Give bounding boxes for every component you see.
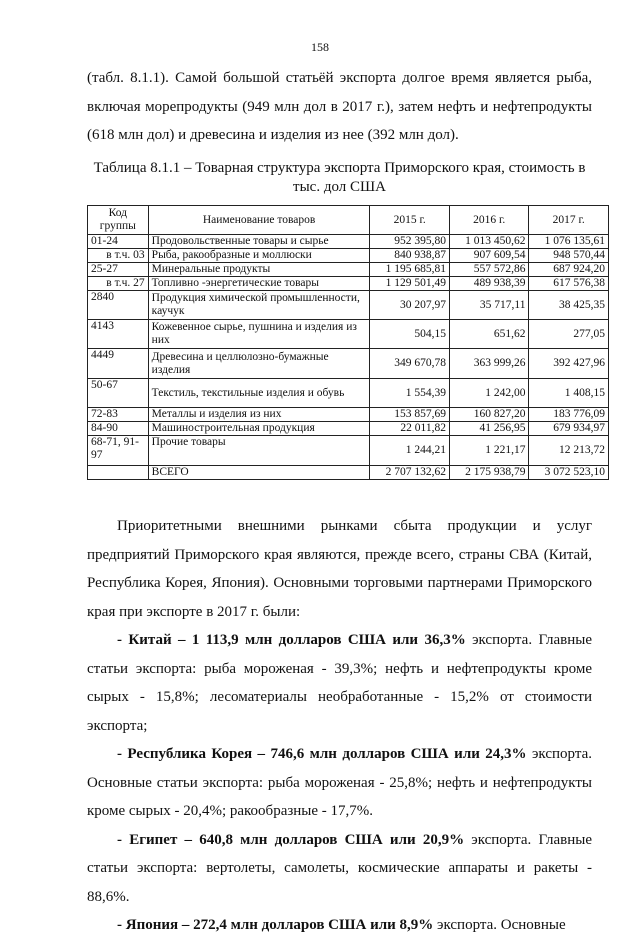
partner-korea [87,740,592,826]
cell-name: Текстиль, текстильные изделия и обувь [148,379,370,408]
cell-name: Минеральные продукты [148,263,370,277]
cell-name: Машиностроительная продукция [148,422,370,436]
cell-name: Топливно -энергетические товары [148,277,370,291]
cell-code [88,466,149,480]
cell-code: 68-71, 91-97 [88,436,149,466]
page-number: 158 [311,40,329,54]
table-total-row [88,466,609,480]
cell-name: Прочие товары [148,436,370,466]
partner-japan-headline: - Япония – 272,4 млн долларов США или 8,9% [117,917,434,933]
cell-2017: 3 072 523,10 [529,466,609,480]
cell-2015: 22 011,82 [370,422,450,436]
cell-2017: 948 570,44 [529,249,609,263]
cell-code: 01-24 [88,235,149,249]
export-structure-table [87,205,609,480]
cell-2017: 38 425,35 [529,291,609,320]
cell-2015: 1 195 685,81 [370,263,450,277]
partner-japan-details: экспорта. Основные [433,917,566,933]
table-row [88,349,609,379]
partner-korea-headline: - Республика Корея – 746,6 млн долларов США или 24,3% [117,746,527,762]
cell-2016: 1 242,00 [449,379,529,408]
cell-2016: 651,62 [449,320,529,349]
cell-name: Древесина и целлюлозно-бумажные изделия [148,349,370,379]
table-row [88,422,609,436]
cell-name: Продукция химической промышленности, каучук [148,291,370,320]
cell-2016: 363 999,26 [449,349,529,379]
cell-code: в т.ч. 03 [88,249,149,263]
cell-2016: 1 221,17 [449,436,529,466]
cell-2015: 1 554,39 [370,379,450,408]
cell-2017: 687 924,20 [529,263,609,277]
table-caption: Таблица 8.1.1 – Товарная структура экспорта Приморского края, стоимость в тыс. дол США [93,160,586,195]
cell-code: в т.ч. 27 [88,277,149,291]
cell-2017: 1 408,15 [529,379,609,408]
cell-2016: 489 938,39 [449,277,529,291]
cell-2017: 183 776,09 [529,408,609,422]
cell-2015: 30 207,97 [370,291,450,320]
cell-code: 50-67 [88,379,149,408]
cell-2017: 12 213,72 [529,436,609,466]
cell-code: 4449 [88,349,149,379]
table-row [88,235,609,249]
table-row [88,249,609,263]
cell-2016: 160 827,20 [449,408,529,422]
cell-2016: 1 013 450,62 [449,235,529,249]
cell-2017: 1 076 135,61 [529,235,609,249]
cell-2017: 277,05 [529,320,609,349]
header-name: Наименование товаров [148,206,370,235]
cell-code: 72-83 [88,408,149,422]
cell-2016: 41 256,95 [449,422,529,436]
cell-name: Металлы и изделия из них [148,408,370,422]
partners-intro-paragraph: Приоритетными внешними рынками сбыта продукции и услуг предприятий Приморского края являются, прежде всего, страны СВА (Китай, Республика Корея, Япония). Основными торговыми партнерами Приморского края при экспорте в 2017 г. были: [87,518,592,620]
partner-korea-details: экспорта. Основные статьи экспорта: рыба мороженая - 25,8%; нефть и нефтепродукты кроме сырых - 20,4%; ракообразные - 17,7%. [87,746,592,819]
partner-china-details: экспорта. Главные статьи экспорта: рыба мороженая - 39,3%; нефть и нефтепродукты кроме сырых - 15,8%; лесоматериалы необработанные - 15,2% от стоимости экспорта; [87,632,592,734]
cell-2017: 392 427,96 [529,349,609,379]
cell-code: 84-90 [88,422,149,436]
intro-paragraph: (табл. 8.1.1). Самой большой статьёй экспорта долгое время является рыба, включая морепродукты (949 млн дол в 2017 г.), затем нефть и нефтепродукты (618 млн дол) и древесина и изделия из нее (392 млн дол). [87,70,592,143]
cell-2016: 2 175 938,79 [449,466,529,480]
cell-2016: 35 717,11 [449,291,529,320]
partner-egypt [87,826,592,912]
cell-name: Кожевенное сырье, пушнина и изделия из них [148,320,370,349]
header-2015: 2015 г. [370,206,450,235]
partner-japan [87,911,592,940]
cell-name: Рыба, ракообразные и моллюски [148,249,370,263]
table-row [88,277,609,291]
cell-code: 2840 [88,291,149,320]
cell-2017: 617 576,38 [529,277,609,291]
partner-china [87,626,592,740]
cell-2015: 952 395,80 [370,235,450,249]
cell-code: 25-27 [88,263,149,277]
cell-2015: 153 857,69 [370,408,450,422]
table-row [88,436,609,466]
cell-2015: 1 129 501,49 [370,277,450,291]
cell-2015: 1 244,21 [370,436,450,466]
partner-egypt-details: экспорта. Главные статьи экспорта: вертолеты, самолеты, космические аппараты и ракеты - 88,6%. [87,831,592,905]
header-2017: 2017 г. [529,206,609,235]
table-row [88,320,609,349]
header-2016: 2016 г. [449,206,529,235]
partner-china-headline: - Китай – 1 113,9 млн долларов США или 36,3% [117,632,466,648]
cell-2015: 349 670,78 [370,349,450,379]
table-header-row [88,206,609,235]
cell-2015: 840 938,87 [370,249,450,263]
cell-name: ВСЕГО [148,466,370,480]
table-row [88,263,609,277]
cell-2015: 2 707 132,62 [370,466,450,480]
cell-2016: 907 609,54 [449,249,529,263]
table-row [88,408,609,422]
cell-2017: 679 934,97 [529,422,609,436]
partner-egypt-headline: - Египет – 640,8 млн долларов США или 20,9% [117,831,465,848]
cell-code: 4143 [88,320,149,349]
body-text [87,512,592,940]
table-row [88,291,609,320]
table-row [88,379,609,408]
cell-name: Продовольственные товары и сырье [148,235,370,249]
cell-2016: 557 572,86 [449,263,529,277]
header-code: Код группы [88,206,149,235]
cell-2015: 504,15 [370,320,450,349]
